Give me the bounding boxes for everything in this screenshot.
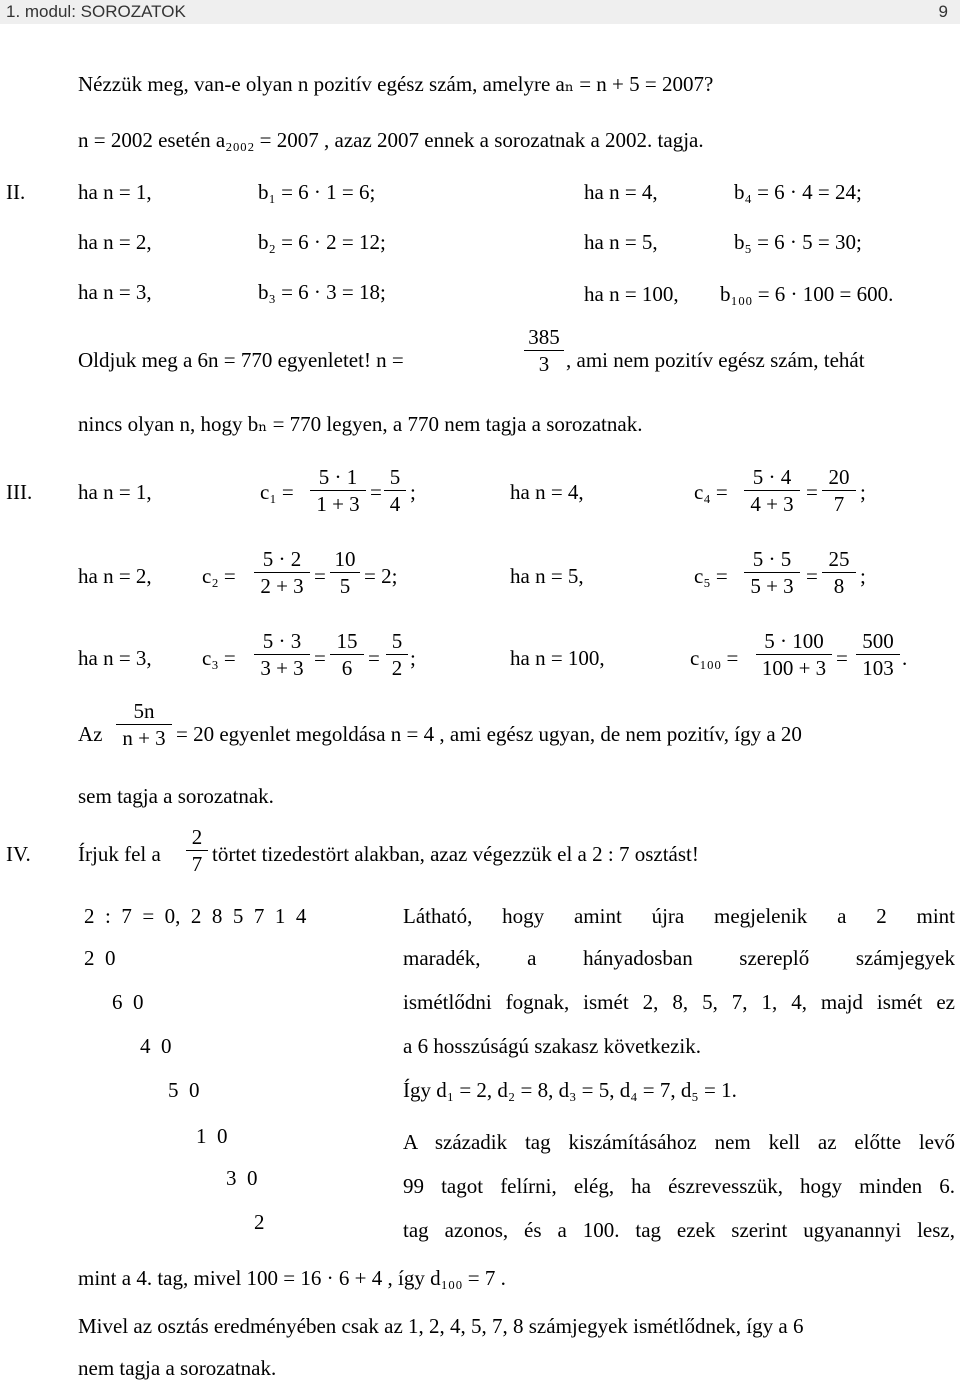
sec3-row1-frac-a <box>310 466 366 515</box>
sec4-para-line: a 6 hosszúságú szakasz következik. <box>403 1034 701 1058</box>
sec2-row2-val: b₂ = 6 · 2 = 12; <box>258 230 386 254</box>
sec4-para-line: ismétlődni fognak, ismét 2, 8, 5, 7, 1, 4, majd ismét ez <box>403 990 955 1014</box>
sec3-row2-tail: = 2; <box>364 564 398 588</box>
fraction-bar <box>822 572 856 573</box>
fraction-bar <box>330 572 360 573</box>
sec3-row2-frac-c <box>744 548 800 597</box>
sec4-intro-b: törtet tizedestört alakban, azaz végezzük el a 2 : 7 osztást! <box>212 842 699 866</box>
sec2-row1-cond: ha n = 1, <box>78 180 152 204</box>
sec2-fraction-num: 385 <box>528 325 560 349</box>
frac-den: 1 + 3 <box>316 492 360 516</box>
sec3-row2-cond-r: ha n = 5, <box>510 564 584 588</box>
sec3-row1-tail-r: ; <box>860 480 866 504</box>
division-row: 5 0 <box>168 1078 200 1102</box>
division-row: 1 0 <box>196 1124 228 1148</box>
sec2-solve-b: , ami nem pozitív egész szám, tehát <box>566 348 865 372</box>
fraction-bar <box>822 490 856 491</box>
sec3-row3-frac-d <box>756 630 832 679</box>
sec3-row1-cond-r: ha n = 4, <box>510 480 584 504</box>
sec4-final-2: nem tagja a sorozatnak. <box>78 1356 277 1380</box>
division-row: 4 0 <box>140 1034 172 1058</box>
sec2-row2-cond-r: ha n = 5, <box>584 230 658 254</box>
frac-den: 6 <box>341 656 353 680</box>
frac-den: 2 + 3 <box>260 574 304 598</box>
sec4-para2-line: tag azonos, és a 100. tag ezek szerint ugyanannyi lesz, <box>403 1218 955 1242</box>
sec3-row3-cond-r: ha n = 100, <box>510 646 605 670</box>
sec3-row3-frac-c <box>386 630 408 679</box>
fraction-bar <box>330 654 364 655</box>
intro-line-1: Nézzük meg, van-e olyan n pozitív egész szám, amelyre aₙ = n + 5 = 2007? <box>78 72 714 96</box>
sec4-para2-line: A századik tag kiszámításához nem kell az előtte levő <box>403 1130 955 1154</box>
fraction-bar <box>254 572 310 573</box>
sec4-intro-a: Írjuk fel a <box>78 842 161 866</box>
sec4-para-line: Látható, hogy amint újra megjelenik a 2 mint <box>403 904 955 928</box>
frac-den: 4 <box>389 492 401 516</box>
frac-den: 100 + 3 <box>761 656 827 680</box>
division-row: 3 0 <box>226 1166 258 1190</box>
division-row: 6 0 <box>112 990 144 1014</box>
equals-sign: = <box>836 646 848 670</box>
header-title: 1. modul: SOROZATOK <box>6 2 186 21</box>
sec3-row2-frac-d <box>822 548 856 597</box>
frac-den: 2 <box>391 656 403 680</box>
sec2-fraction-den: 3 <box>538 352 550 376</box>
sec3-row2-c-r: c₅ = <box>694 564 728 588</box>
sec2-row3-val-r: b₁₀₀ = 6 · 100 = 600. <box>720 282 894 306</box>
sec4-para-line: maradék, a hányadosban szereplő számjegyek <box>403 946 955 970</box>
sec2-solve-a: Oldjuk meg a 6n = 770 egyenletet! n = <box>78 348 404 372</box>
sec2-row3-cond-r: ha n = 100, <box>584 282 679 306</box>
section-label-iv: IV. <box>6 842 31 866</box>
frac-den: 3 + 3 <box>260 656 304 680</box>
frac-num: 5 · 2 <box>262 547 302 571</box>
sec3-row3-tail: ; <box>410 646 416 670</box>
equals-sign: = <box>314 646 326 670</box>
sec3-row2-tail-r: ; <box>860 564 866 588</box>
sec2-row2-val-r: b₅ = 6 · 5 = 30; <box>734 230 862 254</box>
frac-den: 7 <box>833 492 845 516</box>
frac-num: 5 <box>389 465 401 489</box>
equals-sign: = <box>806 480 818 504</box>
page-number: 9 <box>938 2 948 21</box>
intro-line-2: n = 2002 esetén a₂₀₀₂ = 2007 , azaz 2007 ennek a sorozatnak a 2002. tagja. <box>78 128 704 152</box>
frac-num: 10 <box>334 547 356 571</box>
sec2-row1-cond-r: ha n = 4, <box>584 180 658 204</box>
fraction-bar <box>756 654 832 655</box>
fraction-bar <box>386 654 408 655</box>
frac-num: 500 <box>862 629 894 653</box>
equals-sign: = <box>370 480 382 504</box>
fraction-bar <box>186 850 208 851</box>
division-row: 2 0 <box>84 946 116 970</box>
equals-sign: = <box>314 564 326 588</box>
frac-num: 5 <box>391 629 403 653</box>
equals-sign: = <box>368 646 380 670</box>
sec3-row1-frac-b <box>384 466 406 515</box>
fraction-bar <box>524 350 564 351</box>
frac-num: 2 <box>191 825 203 849</box>
sec3-az-fraction <box>116 700 172 749</box>
sec3-row1-c: c₁ = <box>260 480 294 504</box>
equals-sign: = <box>806 564 818 588</box>
sec3-row3-frac-e <box>856 630 900 679</box>
section-label-iii: III. <box>6 480 33 504</box>
fraction-bar <box>116 724 172 725</box>
sec3-az: Az <box>78 722 103 746</box>
frac-den: 5 <box>339 574 351 598</box>
frac-num: 5 · 100 <box>764 629 824 653</box>
sec3-az-rest: = 20 egyenlet megoldása n = 4 , ami egész ugyan, de nem pozitív, így a 20 <box>176 722 802 746</box>
frac-den: 5 + 3 <box>750 574 794 598</box>
fraction-bar <box>310 490 366 491</box>
frac-den: 8 <box>833 574 845 598</box>
frac-num: 15 <box>336 629 358 653</box>
sec3-row2-cond: ha n = 2, <box>78 564 152 588</box>
fraction-bar <box>254 654 310 655</box>
sec3-row1-frac-d <box>822 466 856 515</box>
division-row: 2 <box>254 1210 265 1234</box>
division-row: 2 : 7 = 0, 2 8 5 7 1 4 <box>84 904 307 928</box>
sec2-fraction <box>524 326 564 375</box>
sec3-row2-frac-a <box>254 548 310 597</box>
sec4-fraction <box>186 826 208 875</box>
sec4-para2-line: 99 tagot felírni, elég, ha észrevesszük, hogy minden 6. <box>403 1174 955 1198</box>
fraction-bar <box>744 490 800 491</box>
frac-num: 20 <box>828 465 850 489</box>
frac-num: 5 · 5 <box>752 547 792 571</box>
sec4-igy: Így d₁ = 2, d₂ = 8, d₃ = 5, d₄ = 7, d₅ = 1. <box>403 1078 737 1102</box>
frac-den: 7 <box>191 852 203 876</box>
sec3-row2-frac-b <box>330 548 360 597</box>
sec3-row1-frac-c <box>744 466 800 515</box>
sec3-row1-cond: ha n = 1, <box>78 480 152 504</box>
sec2-row3-val: b₃ = 6 · 3 = 18; <box>258 280 386 304</box>
sec2-row3-cond: ha n = 3, <box>78 280 152 304</box>
frac-den: 103 <box>862 656 894 680</box>
frac-num: 5 · 1 <box>318 465 358 489</box>
sec3-row3-tail-r: . <box>902 646 908 670</box>
frac-num: 5 · 4 <box>752 465 792 489</box>
fraction-bar <box>856 654 900 655</box>
page-header <box>0 0 960 24</box>
sec3-row2-c: c₂ = <box>202 564 236 588</box>
sec2-row2-cond: ha n = 2, <box>78 230 152 254</box>
sec3-row1-tail: ; <box>410 480 416 504</box>
sec3-row3-frac-b <box>330 630 364 679</box>
frac-den: n + 3 <box>122 726 166 750</box>
sec3-row3-cond: ha n = 3, <box>78 646 152 670</box>
section-label-ii: II. <box>6 180 26 204</box>
sec3-az-line2: sem tagja a sorozatnak. <box>78 784 274 808</box>
frac-num: 5n <box>133 699 155 723</box>
sec3-row3-c: c₃ = <box>202 646 236 670</box>
sec4-final-1: Mivel az osztás eredményében csak az 1, 2, 4, 5, 7, 8 számjegyek ismétlődnek, így a 6 <box>78 1314 804 1338</box>
frac-num: 5 · 3 <box>262 629 302 653</box>
fraction-bar <box>384 490 406 491</box>
sec3-row3-c-r: c₁₀₀ = <box>690 646 739 670</box>
sec4-mint: mint a 4. tag, mivel 100 = 16 · 6 + 4 , így d₁₀₀ = 7 . <box>78 1266 506 1290</box>
sec3-row1-c-r: c₄ = <box>694 480 728 504</box>
frac-den: 4 + 3 <box>750 492 794 516</box>
sec2-row1-val-r: b₄ = 6 · 4 = 24; <box>734 180 862 204</box>
sec2-row1-val: b₁ = 6 · 1 = 6; <box>258 180 376 204</box>
sec2-line-b: nincs olyan n, hogy bₙ = 770 legyen, a 770 nem tagja a sorozatnak. <box>78 412 643 436</box>
fraction-bar <box>744 572 800 573</box>
sec3-row3-frac-a <box>254 630 310 679</box>
frac-num: 25 <box>828 547 850 571</box>
